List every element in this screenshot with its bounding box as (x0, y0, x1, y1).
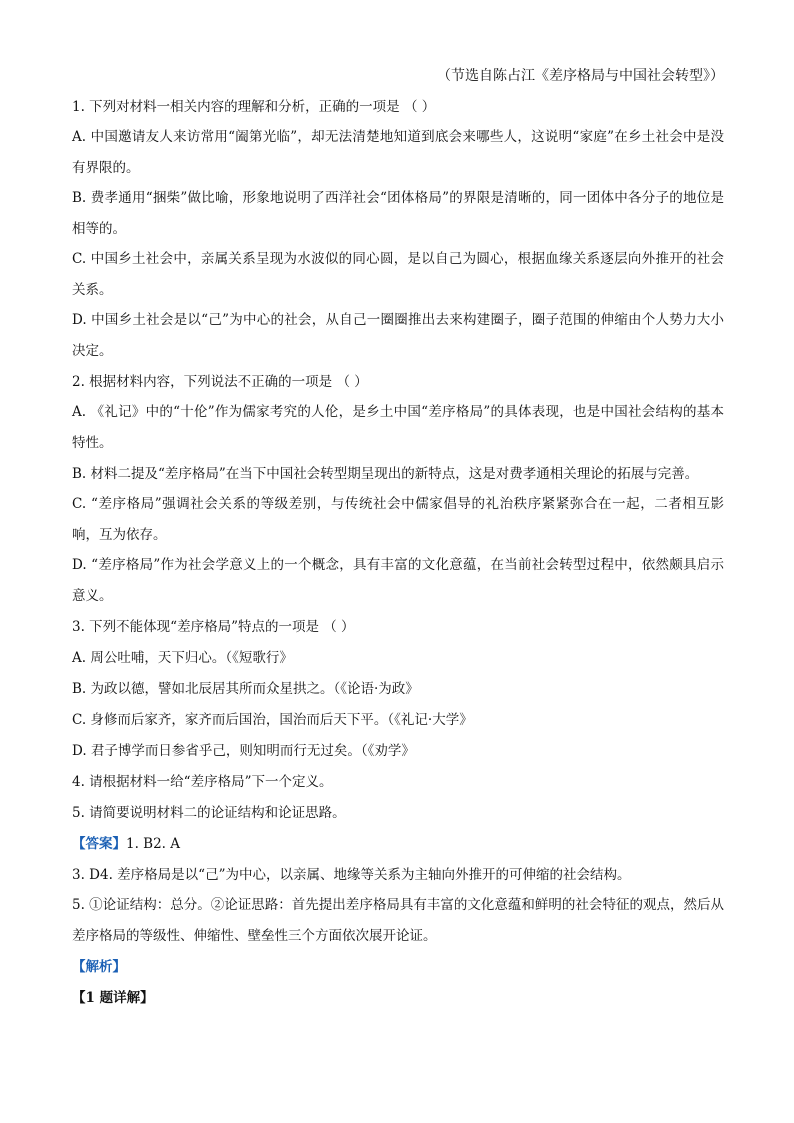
question-2-option-d-block (72, 550, 724, 612)
answer-5: 5. ①论证结构：总分。②论证思路：首先提出差序格局具有丰富的文化意蕴和鲜明的社会特征的观点，然后从差序格局的等级性、伸缩性、壁垒性三个方面依次展开论证。 (72, 897, 724, 944)
question-2-option-a: A. 《礼记》中的“十伦”作为儒家考究的人伦，是乡土中国“差序格局”的具体表现，也是中国社会结构的基本特性。 (72, 404, 724, 451)
question-2-stem: 2. 根据材料内容，下列说法不正确的一项是 （ ） (72, 374, 368, 390)
question-4: 4. 请根据材料一给“差序格局”下一个定义。 (72, 774, 333, 790)
question-3-option-c: C. 身修而后家齐，家齐而后国治，国治而后天下平。（《礼记·大学》 (72, 712, 473, 728)
answer-tag: 【答案】 (72, 836, 126, 852)
question-3-option-b: B. 为政以德，譬如北辰居其所而众星拱之。（《论语·为政》 (72, 681, 419, 697)
question-3-option-a: A. 周公吐哺，天下归心。（《短歌行》 (72, 650, 293, 666)
answer-line-1 (72, 835, 724, 853)
question-3-option-d: D. 君子博学而日参省乎己，则知明而行无过矣。（《劝学》 (72, 743, 415, 759)
question-1-option-c-block (72, 244, 724, 306)
detail-heading (72, 989, 724, 1007)
question-1-option-d-block (72, 305, 724, 367)
detail-tag: 【1 题详解】 (72, 990, 154, 1006)
question-2-option-d: D. “差序格局”作为社会学意义上的一个概念，具有丰富的文化意蕴，在当前社会转型过程中，依然颇具启示意义。 (72, 557, 724, 604)
question-2-option-c-block (72, 489, 724, 551)
question-1-option-a-block (72, 122, 724, 184)
answer-1-2: 1. B2. A (126, 836, 181, 852)
question-1-option-a: A. 中国邀请友人来访常用“阖第光临”，却无法清楚地知道到底会来哪些人，这说明“家庭”在乡土社会中是没有界限的。 (72, 129, 724, 176)
document-page (72, 66, 724, 1020)
answer-3-4: 3. D4. 差序格局是以“己”为中心，以亲属、地缘等关系为主轴向外推开的可伸缩的社会结构。 (72, 867, 631, 883)
analysis-heading (72, 958, 724, 976)
question-2-option-a-block (72, 397, 724, 459)
question-1-option-b-block (72, 183, 724, 245)
question-3-stem: 3. 下列不能体现“差序格局”特点的一项是 （ ） (72, 619, 355, 635)
question-1-option-d: D. 中国乡土社会是以“己”为中心的社会，从自己一圈圈推出去来构建圈子，圈子范围的伸缩由个人势力大小决定。 (72, 312, 724, 359)
question-5: 5. 请简要说明材料二的论证结构和论证思路。 (72, 805, 346, 821)
question-2-option-b: B. 材料二提及“差序格局”在当下中国社会转型期呈现出的新特点，这是对费孝通相关理论的拓展与完善。 (72, 466, 699, 482)
question-1-stem: 1. 下列对材料一相关内容的理解和分析，正确的一项是 （ ） (72, 99, 436, 115)
answer-5-block (72, 890, 724, 952)
question-1-option-b: B. 费孝通用“捆柴”做比喻，形象地说明了西洋社会“团体格局”的界限是清晰的，同一团体中各分子的地位是相等的。 (72, 190, 724, 237)
question-1-option-c: C. 中国乡土社会中，亲属关系呈现为水波似的同心圆，是以自己为圆心，根据血缘关系逐层向外推开的社会关系。 (72, 251, 724, 298)
question-2-option-c: C. “差序格局”强调社会关系的等级差别，与传统社会中儒家倡导的礼治秩序紧紧弥合在一起，二者相互影响，互为依存。 (72, 496, 724, 543)
source-citation: （节选自陈占江《差序格局与中国社会转型》） (437, 68, 724, 84)
analysis-tag: 【解析】 (72, 959, 126, 975)
